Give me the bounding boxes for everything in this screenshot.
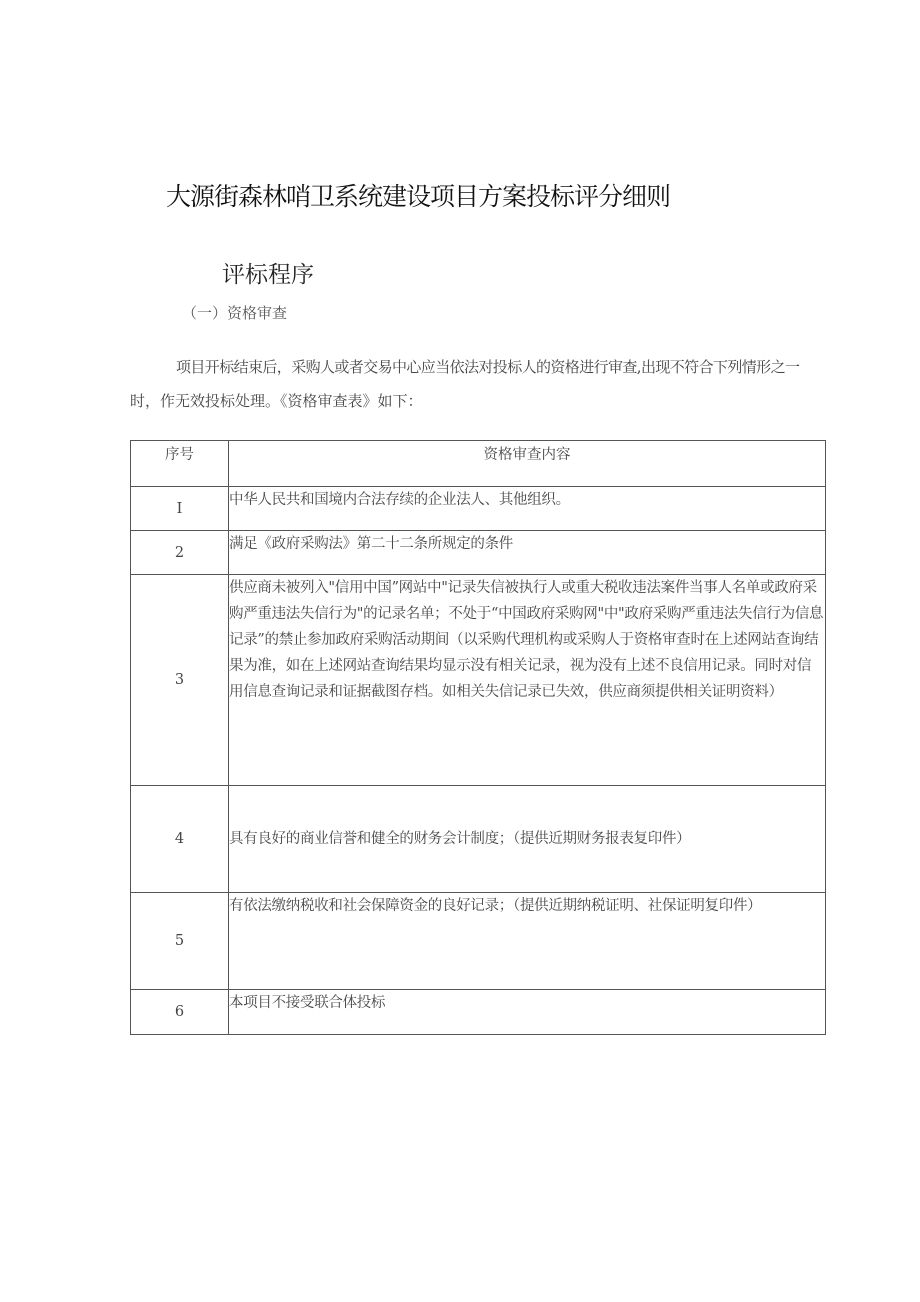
row-content: 本项目不接受联合体投标	[229, 990, 826, 1035]
row-number: 3	[131, 575, 229, 786]
table-row	[131, 990, 826, 1035]
intro-paragraph	[130, 350, 920, 418]
row-content: 供应商未被列入"信用中国”网站中"记录失信被执行人或重大税收违法案件当事人名单或政府采购严重违法失信行为"的记录名单；不处于“中国政府采购网"中"政府采购严重违法失信行为信息记录”的禁止参加政府采购活动期间（以采购代理机构或采购人于资格审查时在上述网站查询结果为准，如在上述网站查询结果均显示没有相关记录，视为没有上述不良信用记录。同时对信用信息查询记录和证据截图存档。如相关失信记录已失效，供应商须提供相关证明资料）	[229, 575, 826, 786]
row-content: 满足《政府采购法》第二十二条所规定的条件	[229, 531, 826, 575]
row-content: 有依法缴纳税收和社会保障资金的良好记录；（提供近期纳税证明、社保证明复印件）	[229, 893, 826, 990]
table-row	[131, 786, 826, 893]
row-number: 5	[131, 893, 229, 990]
row-number: 4	[131, 786, 229, 893]
table-header-row	[131, 441, 826, 487]
row-content: 中华人民共和国境内合法存续的企业法人、其他组织。	[229, 487, 826, 531]
table-row	[131, 531, 826, 575]
table-row	[131, 487, 826, 531]
subsection-title: （一）资格审查	[182, 304, 288, 322]
intro-line-2: 时，作无效投标处理。《资格审查表》如下：	[130, 392, 423, 410]
intro-line-1: 项目开标结束后，采购人或者交易中心应当依法对投标人的资格进行审查,出现不符合下列情形之一	[176, 358, 800, 376]
header-content: 资格审查内容	[229, 441, 826, 487]
row-number: 6	[131, 990, 229, 1035]
row-content: 具有良好的商业信誉和健全的财务会计制度；（提供近期财务报表复印件）	[229, 786, 826, 893]
section-title: 评标程序	[222, 262, 314, 288]
table-row	[131, 575, 826, 786]
header-no: 序号	[131, 441, 229, 487]
qualification-review-table	[130, 440, 826, 1035]
document-title: 大源街森林哨卫系统建设项目方案投标评分细则	[166, 182, 671, 211]
row-number: I	[131, 487, 229, 531]
table-row	[131, 893, 826, 990]
row-number: 2	[131, 531, 229, 575]
